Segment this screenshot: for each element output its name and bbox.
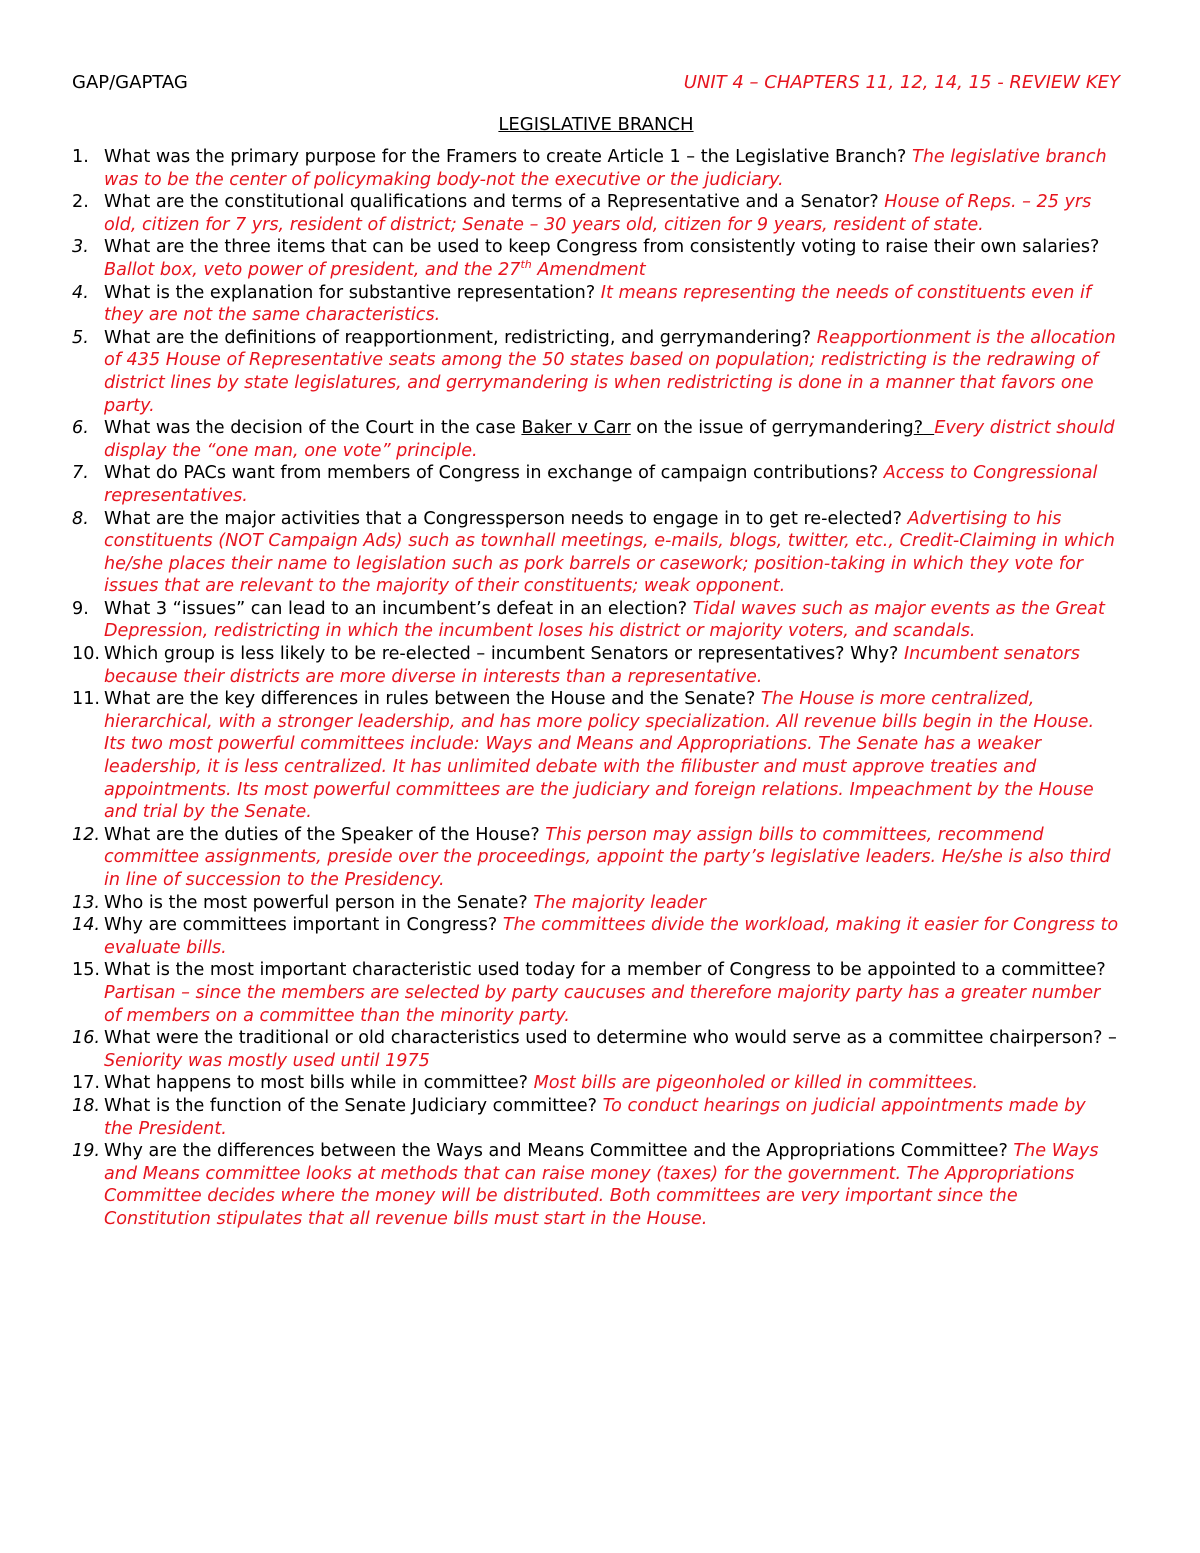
item-number: 14. <box>72 915 100 936</box>
header-unit-title: UNIT 4 – CHAPTERS 11, 12, 14, 15 - REVIEW KEY <box>683 72 1120 93</box>
answer-text: House of Reps. – 25 yrs old, citizen for 7 yrs, resident of district; Senate – 30 years old, citizen for 9 years, resident of state. <box>104 192 1092 235</box>
item-number: 7. <box>72 463 89 484</box>
question-text: What do PACs want from members of Congress in exchange of campaign contributions? <box>104 463 879 484</box>
question-text: Who is the most powerful person in the Senate? <box>104 892 528 913</box>
question-text: What happens to most bills while in committee? <box>104 1073 528 1094</box>
answer-text: Tidal waves such as major events as the Great Depression, redistricting in which the incumbent loses his district or majority voters, and scandals. <box>104 598 1105 642</box>
list-item <box>72 1027 1120 1072</box>
ordinal-superscript: th <box>520 258 532 272</box>
item-number: 16. <box>72 1028 100 1049</box>
list-item <box>72 1140 1120 1230</box>
item-number: 10. <box>72 644 100 665</box>
answer-text: Incumbent senators because their districts are more diverse in interests than a representative. <box>104 644 1080 687</box>
answer-text: Every district should display the “one man, one vote” principle. <box>104 418 1115 461</box>
answer-text: Most bills are pigeonholed or killed in committees. <box>533 1073 979 1094</box>
list-item <box>72 282 1120 327</box>
question-text: What is the most important characteristic used today for a member of Congress to be appointed to a committee? <box>104 960 1106 981</box>
list-item <box>72 327 1120 417</box>
question-text: What are the key differences in rules between the House and the Senate? <box>104 689 756 710</box>
answer-text: This person may assign bills to committees, recommend committee assignments, preside over the proceedings, appoint the party’s legislative leaders. He/she is also third in line of succession to the Presidency. <box>104 824 1111 890</box>
list-item <box>72 959 1120 1027</box>
answer-text: Reapportionment is the allocation of 435 House of Representative seats among the 50 states based on population; redistricting is the redrawing of district lines by state legislatures, and gerrymandering is when redistricting is done in a manner that favors one party. <box>104 327 1116 416</box>
answer-text: Access to Congressional representatives. <box>104 463 1098 506</box>
answer-text: Partisan – since the members are selected by party caucuses and therefore majority party has a greater number of members on a committee than the minority party. <box>104 982 1101 1026</box>
answer-text: The committees divide the workload, making it easier for Congress to evaluate bills. <box>104 915 1119 958</box>
list-item <box>72 643 1120 688</box>
question-text: What are the major activities that a Congressperson needs to engage in to get re-elected? <box>104 508 902 529</box>
item-number: 1. <box>72 147 89 167</box>
answer-text: The House is more centralized, hierarchical, with a stronger leadership, and has more policy specialization. All revenue bills begin in the House. Its two most powerful committees include: Ways and Means and Appropriations. The Senate has a weaker leadership, it is less centralized. It has unlimited debate with the filibuster and must approve treaties and appointments. Its most powerful committees are the judiciary and foreign relations. Impeachment by the House and trial by the Senate. <box>104 689 1095 823</box>
item-number: 3. <box>72 237 89 258</box>
item-number: 19. <box>72 1141 100 1162</box>
item-number: 6. <box>72 418 89 439</box>
item-number: 12. <box>72 824 100 845</box>
question-text: What was the primary purpose for the Framers to create Article 1 – the Legislative Branch? <box>104 147 907 167</box>
list-item <box>72 1095 1120 1140</box>
answer-text: To conduct hearings on judicial appointments made by the President. <box>104 1095 1086 1139</box>
question-text: Which group is less likely to be re-elected – incumbent Senators or representatives? Why? <box>104 644 899 665</box>
header-course-code: GAP/GAPTAG <box>72 72 188 93</box>
item-number: 13. <box>72 892 100 913</box>
answer-text: Ballot box, veto power of president, and the 27th Amendment <box>104 258 646 280</box>
question-text: Why are the differences between the Ways and Means Committee and the Appropriations Committee? <box>104 1141 1008 1162</box>
question-text: What were the traditional or old characteristics used to determine who would serve as a committee chairperson? – <box>104 1028 1117 1049</box>
question-text: What 3 “issues” can lead to an incumbent’s defeat in an election? <box>104 598 688 619</box>
question-text: What is the function of the Senate Judiciary committee? <box>104 1095 598 1116</box>
list-item <box>72 892 1120 915</box>
list-item <box>72 462 1120 507</box>
list-item <box>72 598 1120 643</box>
answer-text: It means representing the needs of constituents even if they are not the same characteristics. <box>104 282 1092 326</box>
item-number: 11. <box>72 689 100 710</box>
answer-text: The legislative branch was to be the center of policymaking body-not the executive or the judiciary. <box>104 147 1107 190</box>
page-header <box>72 70 1120 100</box>
item-number: 17. <box>72 1073 100 1094</box>
item-number: 9. <box>72 598 89 619</box>
document-title: LEGISLATIVE BRANCH <box>498 114 694 135</box>
item-number: 8. <box>72 508 89 529</box>
question-text: What are the constitutional qualifications and terms of a Representative and a Senator? <box>104 192 879 213</box>
question-text: What are the definitions of reapportionment, redistricting, and gerrymandering? <box>104 327 812 348</box>
item-number: 2. <box>72 192 89 213</box>
list-item <box>72 688 1120 824</box>
answer-text: The majority leader <box>533 892 706 913</box>
case-name: Baker v Carr <box>521 418 631 439</box>
item-number: 15. <box>72 960 100 981</box>
list-item <box>72 508 1120 598</box>
item-number: 4. <box>72 282 89 303</box>
question-text: What is the explanation for substantive representation? <box>104 282 596 303</box>
question-text: What are the duties of the Speaker of the House? <box>104 824 540 845</box>
list-item <box>72 417 1120 462</box>
list-item <box>72 1072 1120 1095</box>
list-item <box>72 914 1120 959</box>
answer-text: Advertising to his constituents (NOT Campaign Ads) such as townhall meetings, e-mails, blogs, twitter, etc., Credit-Claiming in which he/she places their name to legislation such as pork barrels or casework; position-taking in which they vote for issues that are relevant to the majority of their constituents; weak opponent. <box>104 508 1115 597</box>
list-item <box>72 824 1120 892</box>
question-text: Why are committees important in Congress? <box>104 915 498 936</box>
question-text: What are the three items that can be used to keep Congress from consistently voting to raise their own salaries? <box>104 237 1100 258</box>
question-list <box>72 146 1120 1231</box>
list-item <box>72 146 1120 191</box>
item-number: 5. <box>72 327 89 348</box>
answer-text: The Ways and Means committee looks at methods that can raise money (taxes) for the government. The Appropriations Committee decides where the money will be distributed. Both committees are very important since the Constitution stipulates that all revenue bills must start in the House. <box>104 1141 1099 1229</box>
question-text: What was the decision of the Court in the case Baker v Carr on the issue of gerrymandering? <box>104 418 924 439</box>
item-number: 18. <box>72 1095 100 1116</box>
list-item <box>72 191 1120 236</box>
list-item <box>72 236 1120 281</box>
answer-text: Seniority was mostly used until 1975 <box>104 1050 430 1071</box>
